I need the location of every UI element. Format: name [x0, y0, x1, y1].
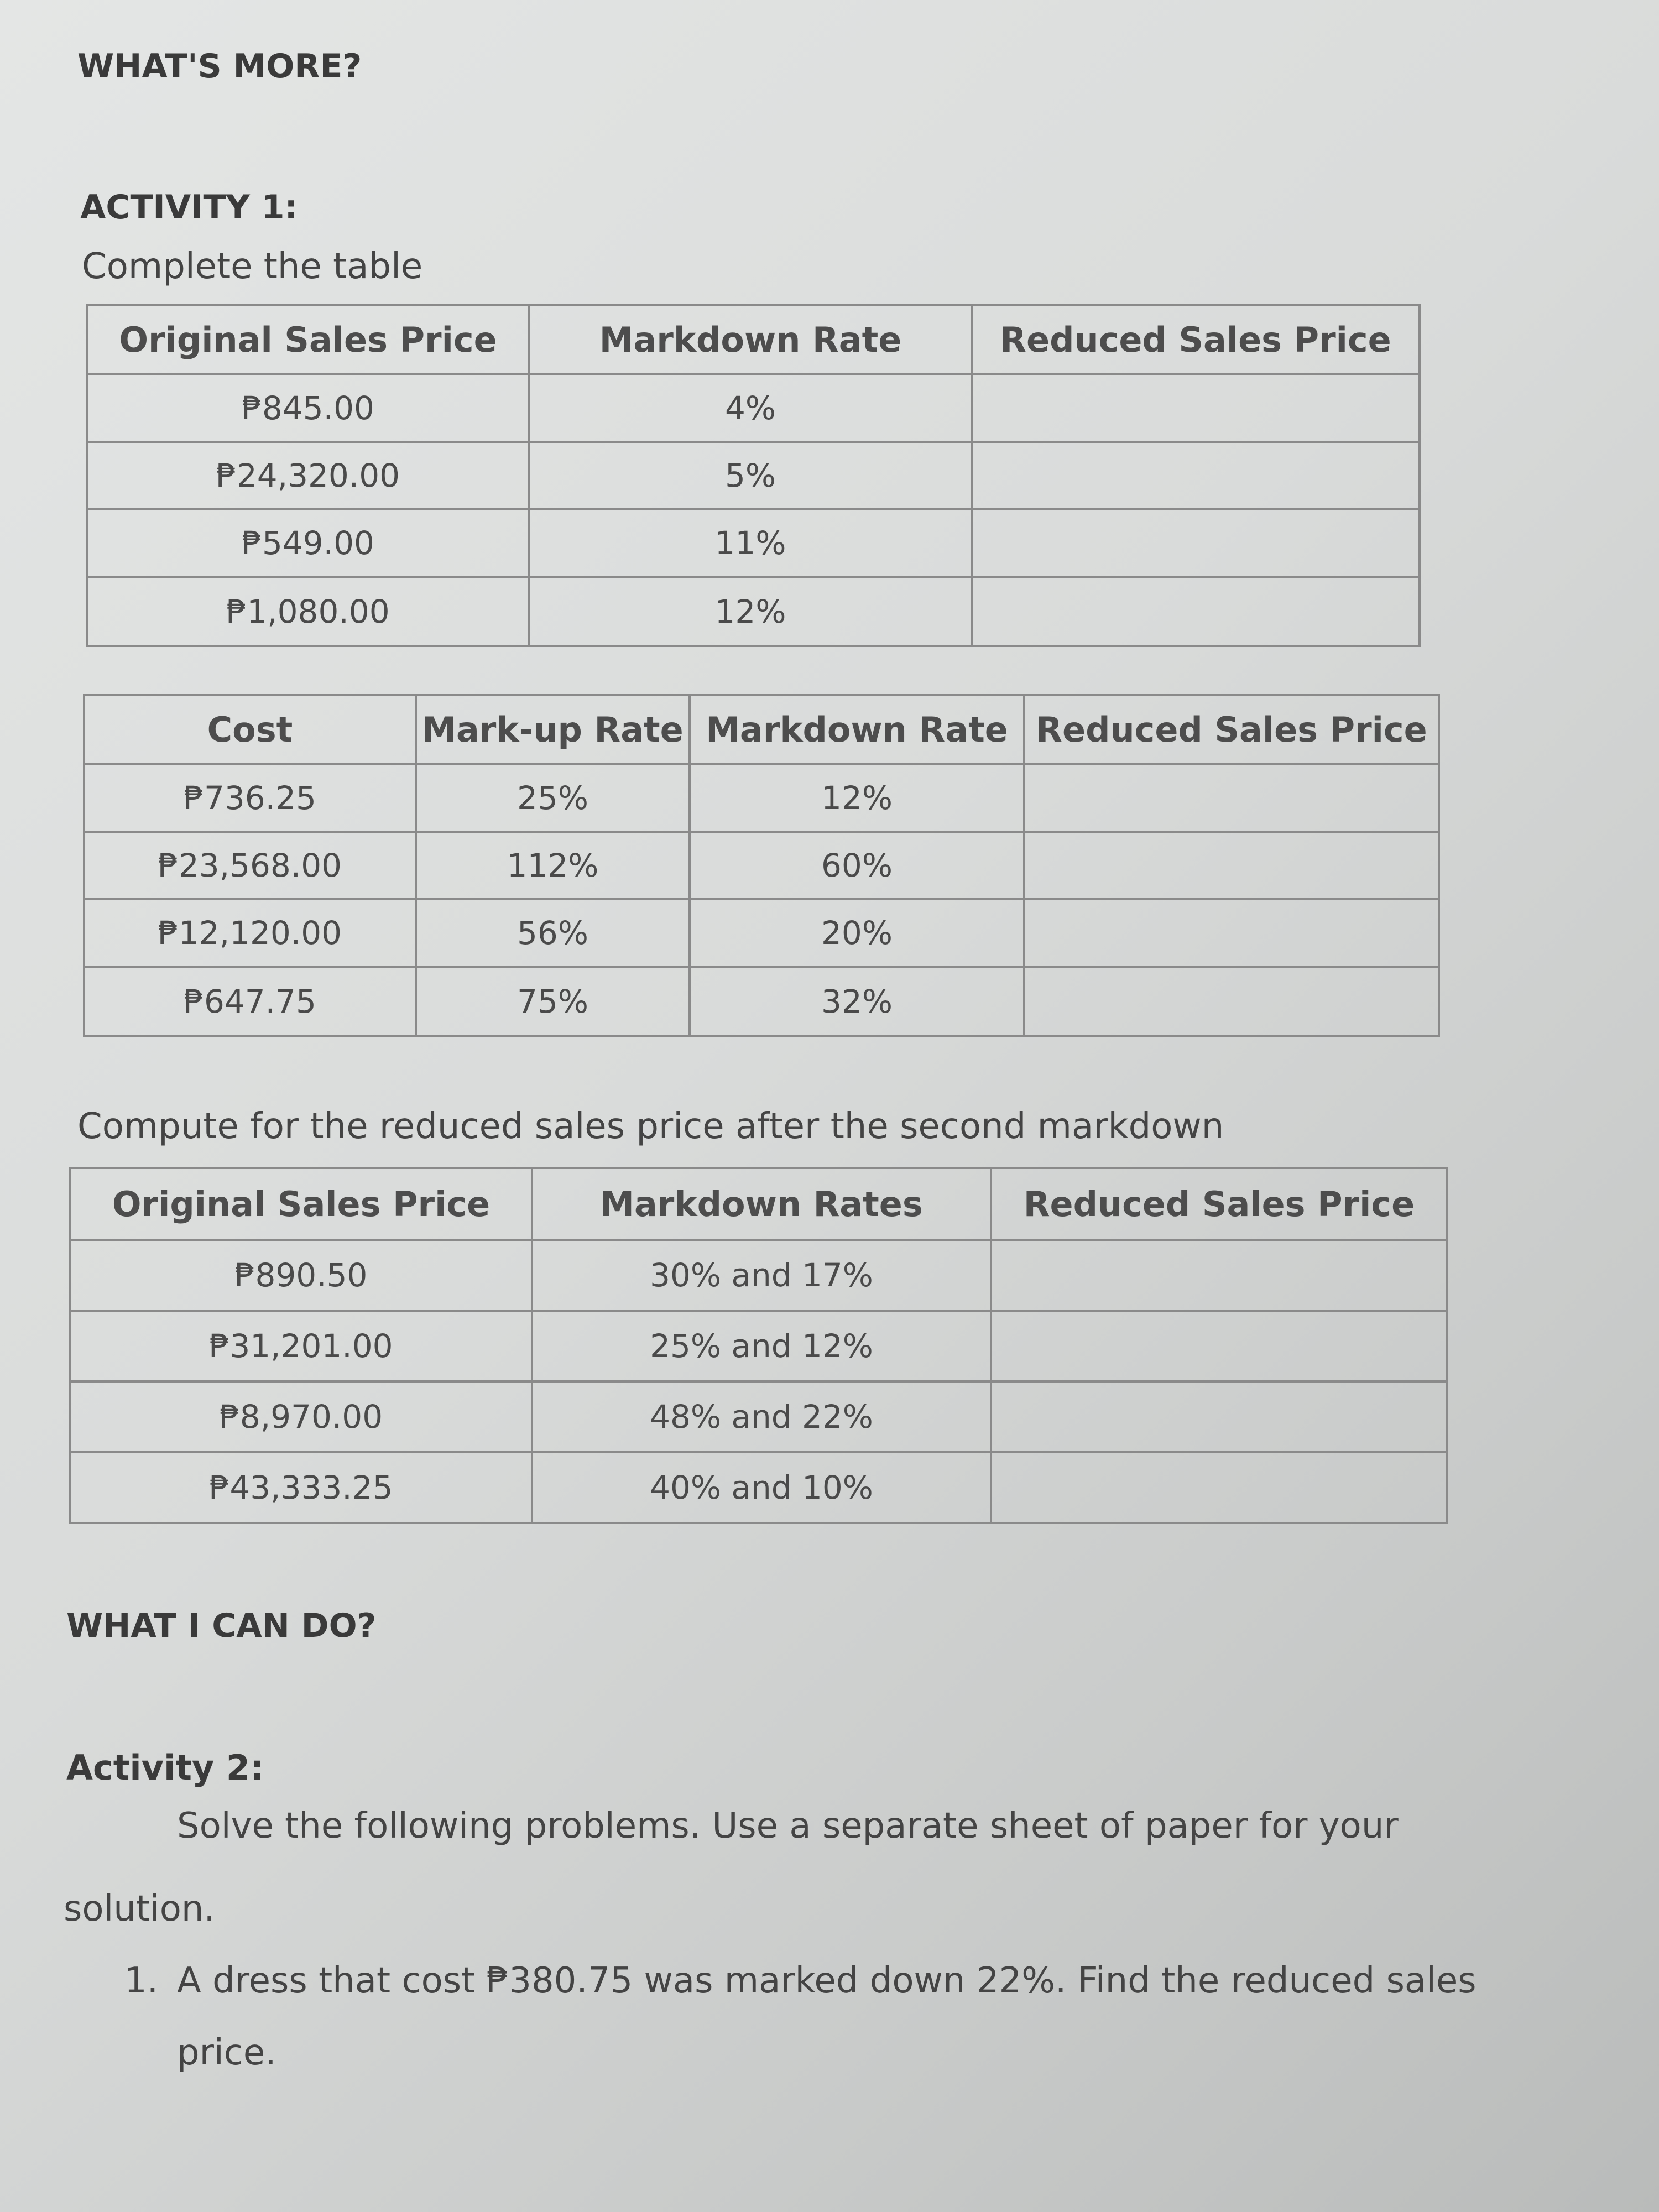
cell-markdown-rates: 25% and 12% — [532, 1311, 991, 1381]
cell-markdown-rate: 12% — [529, 577, 972, 646]
cell-reduced-price[interactable] — [972, 374, 1420, 442]
table-row — [87, 442, 1420, 509]
cell-cost: ₱12,120.00 — [84, 899, 416, 967]
cell-cost: ₱736.25 — [84, 764, 416, 832]
cell-markdown-rate: 11% — [529, 509, 972, 577]
header-original-sales-price: Original Sales Price — [87, 305, 529, 374]
table-markup-markdown — [83, 694, 1440, 1037]
cell-reduced-price[interactable] — [1024, 967, 1439, 1036]
header-reduced-sales-price: Reduced Sales Price — [991, 1168, 1447, 1240]
table-second-markdown — [69, 1167, 1448, 1524]
header-reduced-sales-price: Reduced Sales Price — [972, 305, 1420, 374]
cell-markdown-rates: 30% and 17% — [532, 1240, 991, 1311]
cell-markdown-rates: 48% and 22% — [532, 1381, 991, 1452]
cell-markup-rate: 25% — [416, 764, 690, 832]
activity1-instruction: Complete the table — [82, 246, 423, 287]
what-i-can-do-heading: WHAT I CAN DO? — [66, 1606, 377, 1645]
cell-original-price: ₱43,333.25 — [70, 1452, 532, 1523]
cell-original-price: ₱31,201.00 — [70, 1311, 532, 1381]
cell-reduced-price[interactable] — [991, 1240, 1447, 1311]
activity2-instruction-line1: Solve the following problems. Use a separate sheet of paper for your — [177, 1806, 1399, 1846]
problem1-number: 1. — [124, 1960, 159, 2001]
header-markdown-rate: Markdown Rate — [529, 305, 972, 374]
table-row — [84, 967, 1439, 1036]
activity2-heading: Activity 2: — [66, 1747, 264, 1788]
activity2-instruction-line2: solution. — [64, 1888, 215, 1929]
activity1-heading: ACTIVITY 1: — [80, 188, 298, 227]
cell-original-price: ₱845.00 — [87, 374, 529, 442]
cell-markdown-rate: 60% — [690, 832, 1024, 899]
table-header-row — [87, 305, 1420, 374]
cell-reduced-price[interactable] — [1024, 764, 1439, 832]
cell-markup-rate: 75% — [416, 967, 690, 1036]
cell-original-price: ₱1,080.00 — [87, 577, 529, 646]
cell-original-price: ₱24,320.00 — [87, 442, 529, 509]
header-markdown-rate: Markdown Rate — [690, 695, 1024, 764]
problem1-line2: price. — [177, 2032, 276, 2073]
table-row — [87, 577, 1420, 646]
whats-more-heading: WHAT'S MORE? — [77, 47, 362, 86]
header-markdown-rates: Markdown Rates — [532, 1168, 991, 1240]
cell-markdown-rate: 20% — [690, 899, 1024, 967]
cell-markdown-rate: 4% — [529, 374, 972, 442]
table-row — [70, 1452, 1447, 1523]
cell-reduced-price[interactable] — [991, 1452, 1447, 1523]
table-row — [70, 1311, 1447, 1381]
table-row — [87, 374, 1420, 442]
table-row — [84, 764, 1439, 832]
cell-original-price: ₱549.00 — [87, 509, 529, 577]
cell-reduced-price[interactable] — [1024, 899, 1439, 967]
table-row — [87, 509, 1420, 577]
header-original-sales-price: Original Sales Price — [70, 1168, 532, 1240]
table-row — [70, 1240, 1447, 1311]
table-row — [84, 832, 1439, 899]
second-markdown-instruction: Compute for the reduced sales price after the second markdown — [77, 1106, 1224, 1147]
cell-reduced-price[interactable] — [972, 442, 1420, 509]
table-markdown — [86, 304, 1421, 647]
cell-markup-rate: 56% — [416, 899, 690, 967]
cell-reduced-price[interactable] — [991, 1311, 1447, 1381]
cell-cost: ₱23,568.00 — [84, 832, 416, 899]
header-markup-rate: Mark-up Rate — [416, 695, 690, 764]
cell-original-price: ₱890.50 — [70, 1240, 532, 1311]
cell-reduced-price[interactable] — [991, 1381, 1447, 1452]
cell-reduced-price[interactable] — [1024, 832, 1439, 899]
problem1-line1: A dress that cost ₱380.75 was marked down 22%. Find the reduced sales — [177, 1960, 1477, 2001]
cell-markup-rate: 112% — [416, 832, 690, 899]
table-header-row — [84, 695, 1439, 764]
cell-markdown-rate: 5% — [529, 442, 972, 509]
cell-reduced-price[interactable] — [972, 577, 1420, 646]
cell-original-price: ₱8,970.00 — [70, 1381, 532, 1452]
cell-markdown-rates: 40% and 10% — [532, 1452, 991, 1523]
table-row — [70, 1381, 1447, 1452]
table-header-row — [70, 1168, 1447, 1240]
cell-reduced-price[interactable] — [972, 509, 1420, 577]
cell-markdown-rate: 12% — [690, 764, 1024, 832]
table-row — [84, 899, 1439, 967]
cell-markdown-rate: 32% — [690, 967, 1024, 1036]
cell-cost: ₱647.75 — [84, 967, 416, 1036]
header-reduced-sales-price: Reduced Sales Price — [1024, 695, 1439, 764]
header-cost: Cost — [84, 695, 416, 764]
